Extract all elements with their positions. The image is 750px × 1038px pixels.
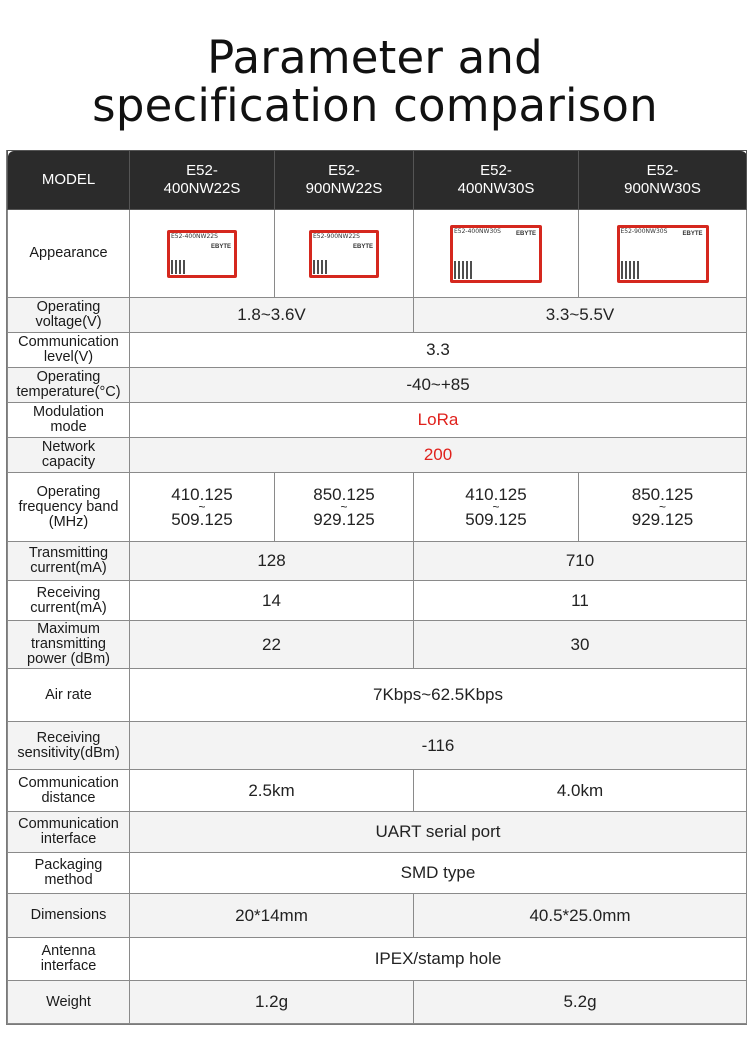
value-max-power-22s: 22 xyxy=(130,621,414,669)
value-freq-col-4: 850.125 ~ 929.125 xyxy=(579,473,747,542)
header-col-1: E52- 400NW22S xyxy=(130,151,275,210)
value-max-power-30s: 30 xyxy=(414,621,747,669)
label-dimensions: Dimensions xyxy=(8,894,130,938)
row-sensitivity xyxy=(8,722,747,770)
module-graphic: E52-400NW22S EBYTE xyxy=(167,230,237,278)
header-model: MODEL xyxy=(8,151,130,210)
row-max-power xyxy=(8,621,747,669)
value-communication-level: 3.3 xyxy=(130,333,747,368)
label-weight: Weight xyxy=(8,981,130,1024)
title-line-1: Parameter and xyxy=(207,31,543,84)
label-sensitivity: Receiving sensitivity(dBm) xyxy=(8,722,130,770)
module-graphic: E52-400NW30S EBYTE xyxy=(450,225,542,283)
value-dimensions-30s: 40.5*25.0mm xyxy=(414,894,747,938)
title-line-2: specification comparison xyxy=(92,79,658,132)
module-image-2 xyxy=(275,210,414,298)
label-air-rate: Air rate xyxy=(8,669,130,722)
label-transmitting-current: Transmitting current(mA) xyxy=(8,542,130,581)
value-distance-30s: 4.0km xyxy=(414,770,747,812)
row-operating-temperature xyxy=(8,368,747,403)
row-packaging xyxy=(8,853,747,894)
value-dimensions-22s: 20*14mm xyxy=(130,894,414,938)
module-image-3 xyxy=(414,210,579,298)
value-voltage-30s: 3.3~5.5V xyxy=(414,298,747,333)
row-transmitting-current xyxy=(8,542,747,581)
value-rx-current-30s: 11 xyxy=(414,581,747,621)
value-freq-col-2: 850.125 ~ 929.125 xyxy=(275,473,414,542)
header-row xyxy=(8,151,747,210)
label-network-capacity: Network capacity xyxy=(8,438,130,473)
module-graphic: E52-900NW30S EBYTE xyxy=(617,225,709,283)
value-interface: UART serial port xyxy=(130,812,747,853)
row-weight xyxy=(8,981,747,1024)
label-communication-level: Communication level(V) xyxy=(8,333,130,368)
row-distance xyxy=(8,770,747,812)
header-col-3: E52- 400NW30S xyxy=(414,151,579,210)
comparison-table xyxy=(7,150,747,1024)
value-rx-current-22s: 14 xyxy=(130,581,414,621)
label-max-power: Maximum transmitting power (dBm) xyxy=(8,621,130,669)
value-weight-30s: 5.2g xyxy=(414,981,747,1024)
label-distance: Communication distance xyxy=(8,770,130,812)
row-operating-voltage xyxy=(8,298,747,333)
page-title xyxy=(0,31,750,132)
label-packaging: Packaging method xyxy=(8,853,130,894)
row-modulation xyxy=(8,403,747,438)
value-antenna: IPEX/stamp hole xyxy=(130,938,747,981)
row-frequency-band xyxy=(8,473,747,542)
label-operating-voltage: Operating voltage(V) xyxy=(8,298,130,333)
label-appearance: Appearance xyxy=(8,210,130,298)
label-frequency-band: Operating frequency band (MHz) xyxy=(8,473,130,542)
row-network-capacity xyxy=(8,438,747,473)
value-network-capacity: 200 xyxy=(130,438,747,473)
value-operating-temperature: -40~+85 xyxy=(130,368,747,403)
row-interface xyxy=(8,812,747,853)
value-voltage-22s: 1.8~3.6V xyxy=(130,298,414,333)
value-tx-current-30s: 710 xyxy=(414,542,747,581)
value-packaging: SMD type xyxy=(130,853,747,894)
value-modulation: LoRa xyxy=(130,403,747,438)
label-antenna: Antenna interface xyxy=(8,938,130,981)
value-tx-current-22s: 128 xyxy=(130,542,414,581)
row-appearance xyxy=(8,210,747,298)
row-air-rate xyxy=(8,669,747,722)
comparison-table-wrap xyxy=(6,150,747,1025)
label-operating-temperature: Operating temperature(°C) xyxy=(8,368,130,403)
row-communication-level xyxy=(8,333,747,368)
value-freq-col-1: 410.125 ~ 509.125 xyxy=(130,473,275,542)
label-receiving-current: Receiving current(mA) xyxy=(8,581,130,621)
module-graphic: E52-900NW22S EBYTE xyxy=(309,230,379,278)
row-receiving-current xyxy=(8,581,747,621)
value-weight-22s: 1.2g xyxy=(130,981,414,1024)
value-sensitivity: -116 xyxy=(130,722,747,770)
header-col-2: E52- 900NW22S xyxy=(275,151,414,210)
module-image-4 xyxy=(579,210,747,298)
value-air-rate: 7Kbps~62.5Kbps xyxy=(130,669,747,722)
value-distance-22s: 2.5km xyxy=(130,770,414,812)
label-modulation: Modulation mode xyxy=(8,403,130,438)
row-antenna xyxy=(8,938,747,981)
row-dimensions xyxy=(8,894,747,938)
header-col-4: E52- 900NW30S xyxy=(579,151,747,210)
label-interface: Communication interface xyxy=(8,812,130,853)
module-image-1 xyxy=(130,210,275,298)
value-freq-col-3: 410.125 ~ 509.125 xyxy=(414,473,579,542)
